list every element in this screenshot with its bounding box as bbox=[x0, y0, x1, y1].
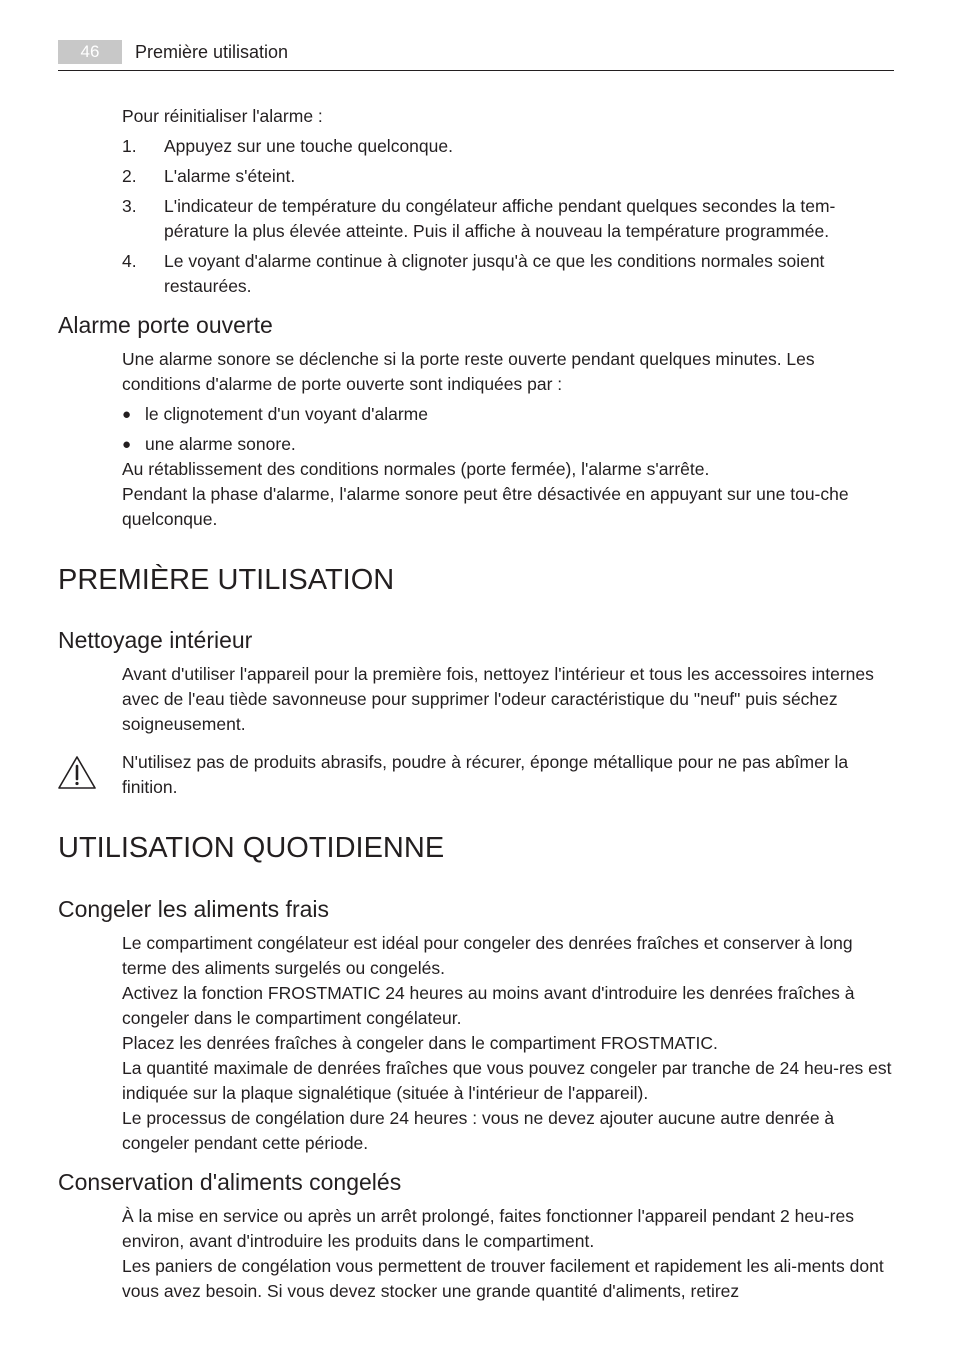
list-text: L'alarme s'éteint. bbox=[164, 166, 296, 186]
freeze-paragraph-1: Le compartiment congélateur est idéal pour congeler des denrées fraîches et conserver à long terme des aliments surgelés ou congelés. bbox=[122, 933, 853, 978]
list-text: L'indicateur de température du congélateur affiche pendant quelques secondes la tem-pérature la plus élevée atteinte. Puis il affiche à nouveau la température programmée. bbox=[164, 196, 836, 241]
cleaning-text: Avant d'utiliser l'appareil pour la première fois, nettoyez l'intérieur et tous les accessoires internes avec de l'eau tiède savonneuse pour supprimer l'odeur caractéristique du "neuf" puis séchez soigneusement. bbox=[122, 664, 874, 734]
freeze-paragraph-5: Le processus de congélation dure 24 heures : vous ne devez ajouter aucune autre denrée à congeler pendant cette période. bbox=[122, 1108, 835, 1153]
page-header bbox=[58, 40, 894, 71]
door-alarm-text-1: Au rétablissement des conditions normales (porte fermée), l'alarme s'arrête. bbox=[122, 459, 710, 479]
freeze-heading: Congeler les aliments frais bbox=[58, 896, 330, 922]
list-text: Appuyez sur une touche quelconque. bbox=[164, 136, 453, 156]
first-use-title: PREMIÈRE UTILISATION bbox=[58, 564, 395, 596]
bullet-text: le clignotement d'un voyant d'alarme bbox=[145, 404, 428, 424]
list-number: 3. bbox=[122, 196, 137, 216]
header-rule bbox=[58, 70, 894, 71]
list-number: 1. bbox=[122, 136, 137, 156]
freeze-paragraph-3: Placez les denrées fraîches à congeler dans le compartiment FROSTMATIC. bbox=[122, 1033, 718, 1053]
daily-use-title: UTILISATION QUOTIDIENNE bbox=[58, 832, 445, 864]
warning-text: N'utilisez pas de produits abrasifs, poudre à récurer, éponge métallique pour ne pas abîmer la finition. bbox=[122, 752, 849, 797]
door-alarm-heading: Alarme porte ouverte bbox=[58, 312, 273, 338]
storage-paragraph-1: À la mise en service ou après un arrêt prolongé, faites fonctionner l'appareil pendant 2 heu-res environ, avant d'introduire les produits dans le compartiment. bbox=[122, 1206, 854, 1251]
list-number: 2. bbox=[122, 166, 137, 186]
bullet-text: une alarme sonore. bbox=[145, 434, 296, 454]
list-text: Le voyant d'alarme continue à clignoter jusqu'à ce que les conditions normales soient restaurées. bbox=[164, 251, 825, 296]
storage-heading: Conservation d'aliments congelés bbox=[58, 1169, 402, 1195]
door-alarm-text-2: Pendant la phase d'alarme, l'alarme sonore peut être désactivée en appuyant sur une tou-che quelconque. bbox=[122, 484, 849, 529]
bullet-icon: ● bbox=[122, 436, 132, 453]
cleaning-heading: Nettoyage intérieur bbox=[58, 627, 253, 653]
freeze-paragraph-4: La quantité maximale de denrées fraîches que vous pouvez congeler par tranche de 24 heu-res est indiquée sur la plaque signalétique (située à l'intérieur de l'appareil). bbox=[122, 1058, 892, 1103]
page-number: 46 bbox=[58, 40, 122, 64]
bullet-icon: ● bbox=[122, 406, 132, 423]
header-title: Première utilisation bbox=[135, 42, 289, 62]
freeze-paragraph-2: Activez la fonction FROSTMATIC 24 heures au moins avant d'introduire les denrées fraîches à congeler dans le compartiment congélateur. bbox=[122, 983, 855, 1028]
reset-intro: Pour réinitialiser l'alarme : bbox=[122, 106, 323, 126]
list-number: 4. bbox=[122, 251, 137, 271]
door-alarm-intro: Une alarme sonore se déclenche si la porte reste ouverte pendant quelques minutes. Les conditions d'alarme de porte ouverte sont indiquées par : bbox=[122, 349, 815, 394]
warning-triangle-icon bbox=[57, 755, 97, 791]
storage-paragraph-2: Les paniers de congélation vous permettent de trouver facilement et rapidement les ali-ments dont vous avez besoin. Si vous devez stocker une grande quantité d'aliments, retirez bbox=[122, 1256, 884, 1301]
